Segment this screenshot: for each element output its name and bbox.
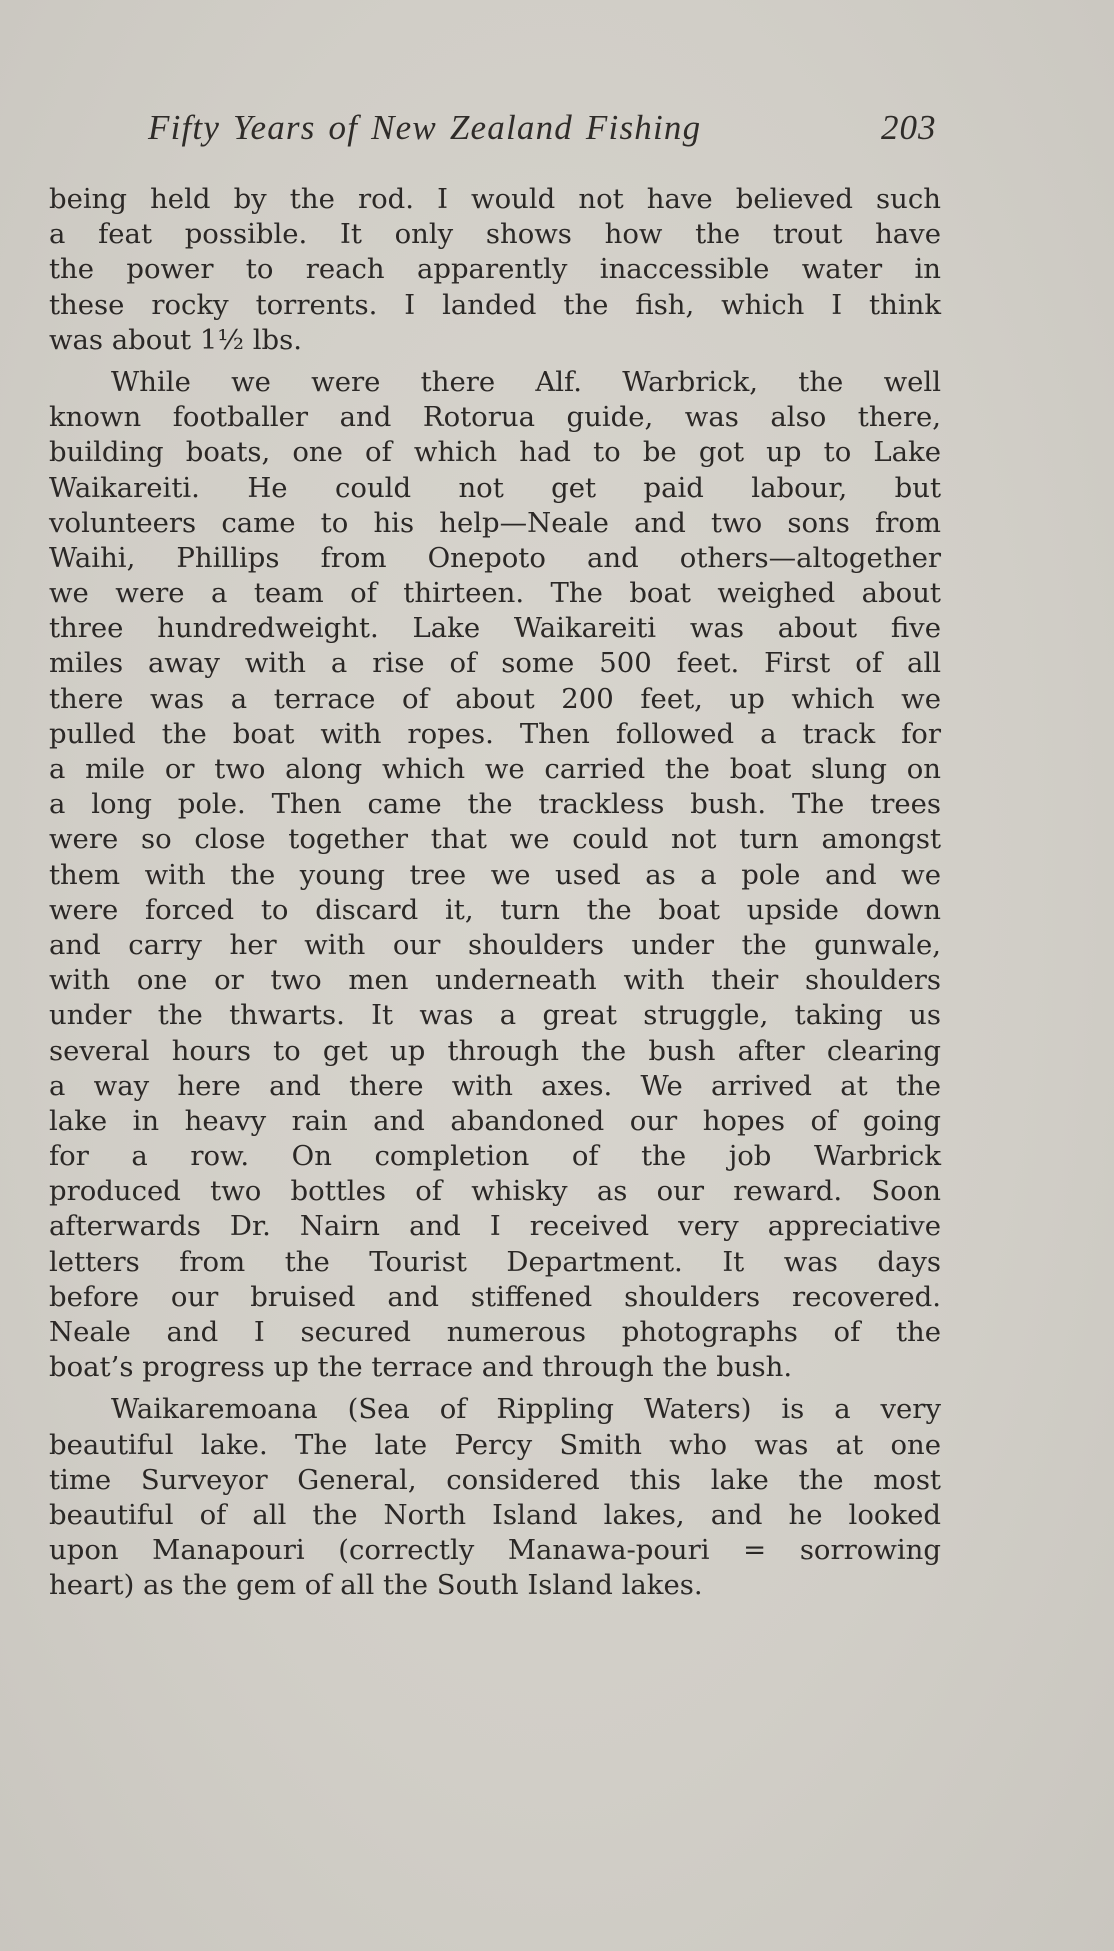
text-line: produced two bottles of whisky as our reward. Soon — [49, 1175, 941, 1208]
text-line: a way here and there with axes. We arrived at the — [49, 1069, 941, 1102]
text-line: a feat possible. It only shows how the trout have — [49, 218, 941, 251]
text-line: letters from the Tourist Department. It was days — [49, 1245, 941, 1278]
text-line: with one or two men underneath with their shoulders — [49, 964, 941, 997]
text-line: three hundredweight. Lake Waikareiti was about five — [49, 612, 941, 645]
text-line: we were a team of thirteen. The boat weighed about — [49, 577, 941, 610]
body-text — [49, 182, 941, 1604]
text-line: building boats, one of which had to be got up to Lake — [49, 436, 941, 469]
text-line: Waihi, Phillips from Onepoto and others—altogether — [49, 541, 941, 574]
text-line: being held by the rod. I would not have believed such — [49, 183, 941, 215]
text-line: boat’s progress up the terrace and through the bush. — [49, 1351, 793, 1384]
text-line: them with the young tree we used as a pole and we — [49, 858, 941, 891]
text-line: were forced to discard it, turn the boat upside down — [49, 893, 941, 926]
text-line: heart) as the gem of all the South Island lakes. — [49, 1569, 703, 1602]
page-number: 203 — [881, 108, 937, 147]
text-line: was about 1½ lbs. — [49, 323, 302, 356]
text-line: afterwards Dr. Nairn and I received very appreciative — [49, 1210, 941, 1243]
text-line: upon Manapouri (correctly Manawa-pouri = sorrowing — [49, 1534, 941, 1567]
text-line: Neale and I secured numerous photographs of the — [49, 1316, 941, 1348]
text-line: beautiful lake. The late Percy Smith who was at one — [49, 1428, 941, 1461]
text-line: beautiful of all the North Island lakes, and he looked — [49, 1498, 941, 1531]
text-line: time Surveyor General, considered this lake the most — [49, 1463, 941, 1496]
text-line: were so close together that we could not turn amongst — [49, 823, 941, 856]
text-line: volunteers came to his help—Neale and two sons from — [49, 506, 941, 539]
text-line: for a row. On completion of the job Warbrick — [49, 1140, 941, 1173]
text-line: several hours to get up through the bush after clearing — [49, 1034, 941, 1067]
text-line: Waikareiti. He could not get paid labour, but — [49, 471, 941, 504]
paragraph-1 — [49, 182, 941, 358]
text-line: before our bruised and stiffened shoulders recovered. — [49, 1280, 941, 1313]
running-head — [0, 108, 1114, 158]
paragraph-2 — [49, 365, 941, 1385]
paragraph-3 — [49, 1392, 941, 1603]
text-line: lake in heavy rain and abandoned our hopes of going — [49, 1104, 941, 1137]
text-line: there was a terrace of about 200 feet, up which we — [49, 682, 941, 715]
text-line: the power to reach apparently inaccessible water in — [49, 253, 941, 286]
text-line: a long pole. Then came the trackless bush. The trees — [49, 788, 941, 821]
text-line: known footballer and Rotorua guide, was also there, — [49, 401, 941, 434]
text-line: pulled the boat with ropes. Then followed a track for — [49, 717, 941, 750]
running-title: Fifty Years of New Zealand Fishing — [148, 108, 702, 147]
text-line: these rocky torrents. I landed the fish, which I think — [49, 288, 941, 321]
text-line: a mile or two along which we carried the boat slung on — [49, 753, 941, 785]
text-line: Waikaremoana (Sea of Rippling Waters) is a very — [111, 1393, 941, 1426]
text-line: and carry her with our shoulders under the gunwale, — [49, 928, 941, 961]
text-line: under the thwarts. It was a great struggle, taking us — [49, 999, 941, 1032]
text-line: While we were there Alf. Warbrick, the well — [111, 365, 941, 398]
text-line: miles away with a rise of some 500 feet. First of all — [49, 647, 941, 680]
